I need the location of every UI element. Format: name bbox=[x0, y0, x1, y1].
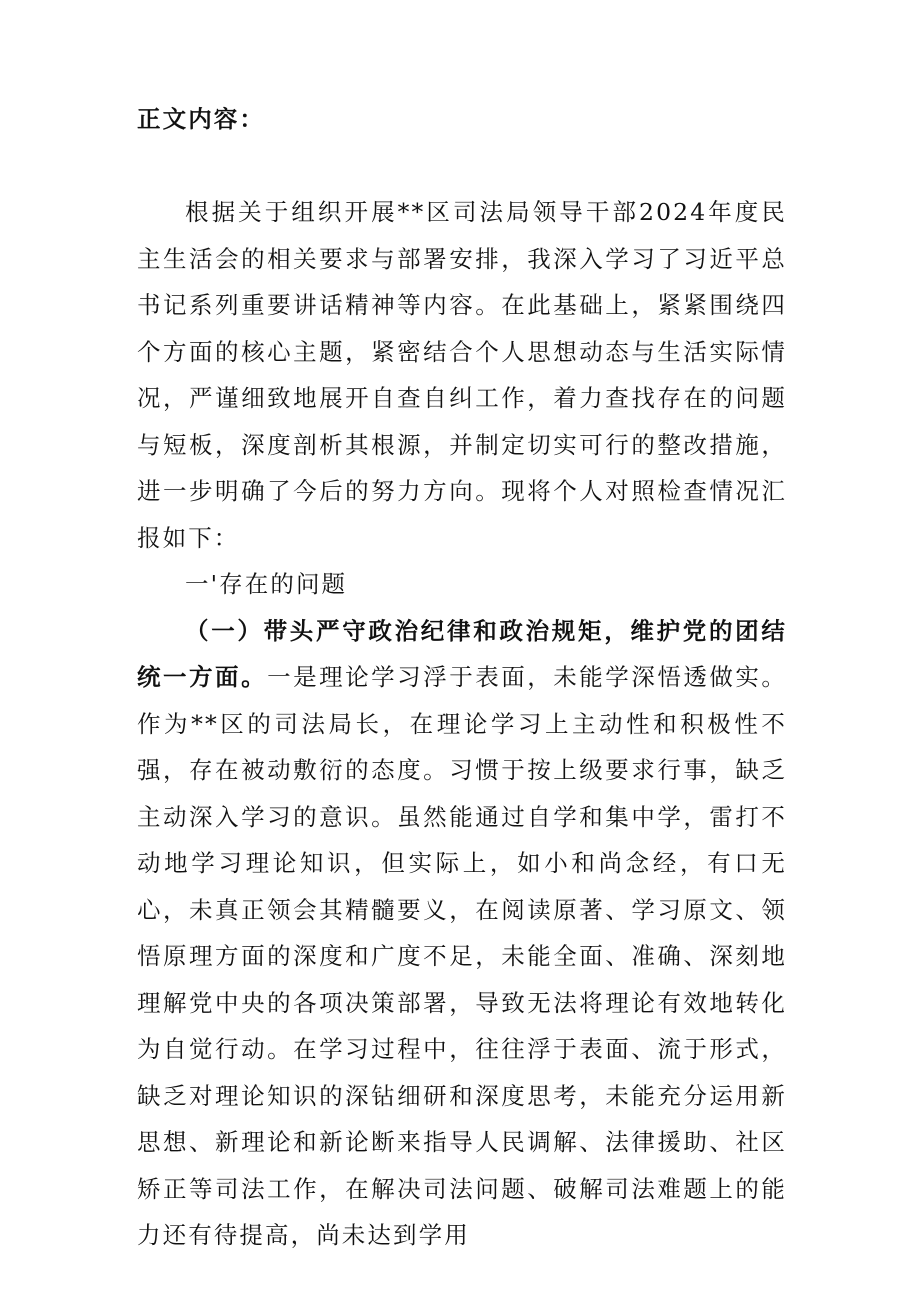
document-body bbox=[137, 96, 787, 1259]
blank-line bbox=[137, 143, 787, 190]
subsection-paragraph bbox=[137, 608, 787, 1259]
content-label: 正文内容： bbox=[137, 105, 265, 133]
subsection-body: 一是理论学习浮于表面，未能学深悟透做实。作为**区的司法局长，在理论学习上主动性和积极性不强，存在被动敷衍的态度。习惯于按上级要求行事，缺乏主动深入学习的意识。虽然能通过自学和集中学，雷打不动地学习理论知识，但实际上，如小和尚念经，有口无心，未真正领会其精髓要义，在阅读原著、学习原文、领悟原理方面的深度和广度不足，未能全面、准确、深刻地理解党中央的各项决策部署，导致无法将理论有效地转化为自觉行动。在学习过程中，往往浮于表面、流于形式，缺乏对理论知识的深钻细研和深度思考，未能充分运用新思想、新理论和新论断来指导人民调解、法律援助、社区矫正等司法工作，在解决司法问题、破解司法难题上的能力还有待提高，尚未达到学用 bbox=[137, 663, 788, 1249]
intro-paragraph: 根据关于组织开展**区司法局领导干部2024年度民主生活会的相关要求与部署安排，我深入学习了习近平总书记系列重要讲话精神等内容。在此基础上，紧紧围绕四个方面的核心主题，紧密结合个人思想动态与生活实际情况，严谨细致地展开自查自纠工作，着力查找存在的问题与短板，深度剖析其根源，并制定切实可行的整改措施，进一步明确了今后的努力方向。现将个人对照检查情况汇报如下： bbox=[137, 198, 787, 552]
section-heading: 一'存在的问题 bbox=[185, 570, 348, 598]
subsection-heading: （一）带头严守政治纪律和政治规矩，维护党的团结统一方面。 bbox=[137, 616, 787, 691]
